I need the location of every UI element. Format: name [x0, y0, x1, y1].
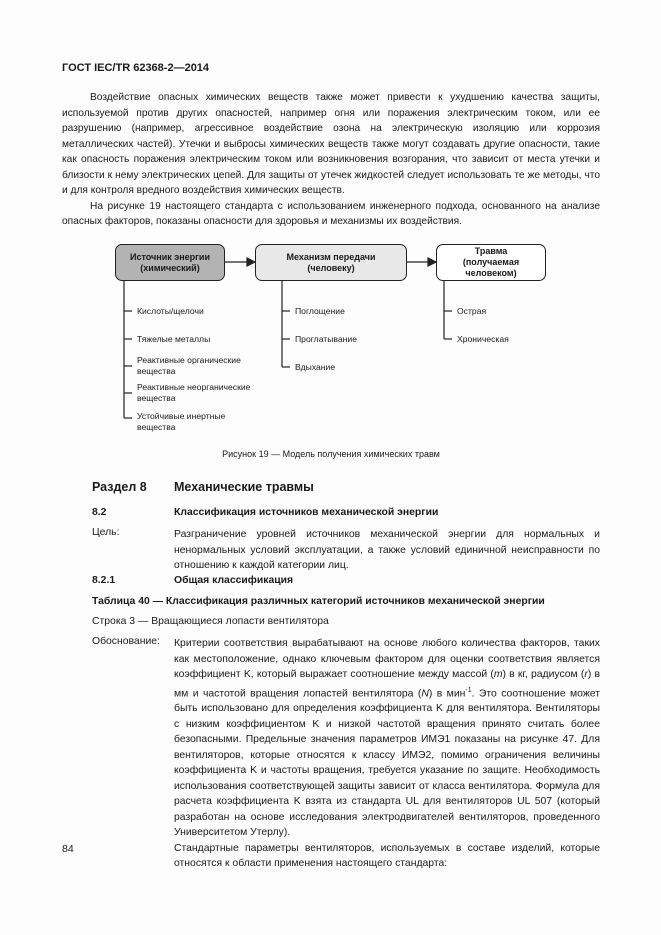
section-number: Раздел 8: [92, 480, 147, 494]
intro-text: [62, 90, 600, 230]
goal-text: Разграничение уровней источников механической энергии для нормальных и ненормальных условий эксплуатации, а также условий единичной неисправности по отношению к каждой категории лиц.: [174, 529, 600, 571]
arrow-head-icon: [247, 258, 255, 266]
subsection-title: Общая классификация: [174, 575, 294, 586]
source-item: Кислоты/щелочи: [137, 306, 204, 316]
injury-item: Хроническая: [457, 334, 509, 344]
transfer-mechanism-label: Механизм передачи (человеку): [286, 251, 376, 273]
subsection-number: 8.2: [92, 507, 107, 518]
figure-caption: Рисунок 19 — Модель получения химических травм: [222, 449, 440, 459]
intro-paragraph-1: Воздействие опасных химических веществ также может привести к ухудшению качества защиты, используемой против других опасностей, например огня или поражения электрическим током, или ее разрушению (например, агрессивное воздействие озона на электрическую изоляцию или коррозия металлических частей). Утечки и выбросы химических веществ также могут создавать другие опасности, такие как опасность поражения электрическим током или возникновения возгорания, что зависит от места утечки и близости к нему электрических цепей. Для защиты от утечек жидкостей следует использовать те же методы, что и для контроля вредного воздействия химических веществ.: [62, 92, 600, 196]
subsection-number: 8.2.1: [92, 575, 116, 586]
document-header: ГОСТ IEC/TR 62368-2—2014: [62, 62, 210, 74]
intro-paragraph-2: На рисунке 19 настоящего стандарта с использованием инженерного подхода, основанного на анализе опасных факторов, показаны опасности для здоровья и механизмы их воздействия.: [62, 200, 600, 227]
injury-item: Острая: [457, 306, 487, 316]
source-item: Тяжелые металлы: [137, 334, 211, 344]
source-item: Реактивные органические вещества: [137, 355, 241, 376]
table-title: Таблица 40 — Классификация различных категорий источников механической энергии: [92, 596, 545, 607]
energy-source-box: [115, 244, 225, 281]
section-title: Механические травмы: [174, 480, 314, 494]
rationale-label: Обоснование:: [92, 636, 160, 647]
injury-label: Травма (получаемая человеком): [462, 246, 520, 278]
injury-box: [436, 244, 546, 281]
transfer-item: Проглатывание: [295, 334, 357, 344]
rationale-paragraph-2: Стандартные параметры вентиляторов, используемых в составе изделий, которые относятся к области применения настоящего стандарта:: [174, 842, 600, 870]
table-row-line: Строка 3 — Вращающиеся лопасти вентилятора: [92, 616, 329, 627]
transfer-mechanism-box: [255, 244, 407, 281]
subsection-title: Классификация источников механической энергии: [174, 507, 439, 518]
goal-label: Цель:: [92, 527, 120, 538]
transfer-item: Поглощение: [295, 306, 345, 316]
rationale-text: [174, 636, 600, 872]
rationale-paragraph-1: Критерии соответствия вырабатывают на основе любого количества факторов, таких как местоположение, однако ключевым фактором для оценки соответствия является коэффициент K, который выражает соотношение между массой (m) в кг, радиусом (r) в мм и частотой вращения лопастей вентилятора (N) в мин$^{-1}$. Это соотношение может быть использовано для определения коэффициента K для вентилятора. Вентиляторы с низким коэффициентом K и низкой частотой вращения принято считать более безопасными. Предельные значения параметров ИМЭ1 показаны на рисунке 47. Для вентиляторов, которые относятся к классу ИМЭ2, помимо ограничения величины коэффициента K и частоты вращения, требуется указание по защите. Необходимость использования соответствующей защиты зависит от класса вентилятора. Формула для расчета коэффициента K взята из стандарта UL для вентиляторов UL 507 (который разработан на основе исследования электродвигателей вентиляторов, проведенного Университетом Утерлу).: [174, 638, 600, 839]
source-item: Устойчивые инертные вещества: [137, 411, 226, 432]
energy-source-label: Источник энергии (химический): [130, 251, 210, 273]
source-item: Реактивные неорганические вещества: [137, 382, 251, 403]
arrow-head-icon: [428, 258, 436, 266]
figure-19-diagram: [62, 236, 600, 436]
page-number: 84: [62, 843, 74, 855]
transfer-item: Вдыхание: [295, 362, 336, 372]
